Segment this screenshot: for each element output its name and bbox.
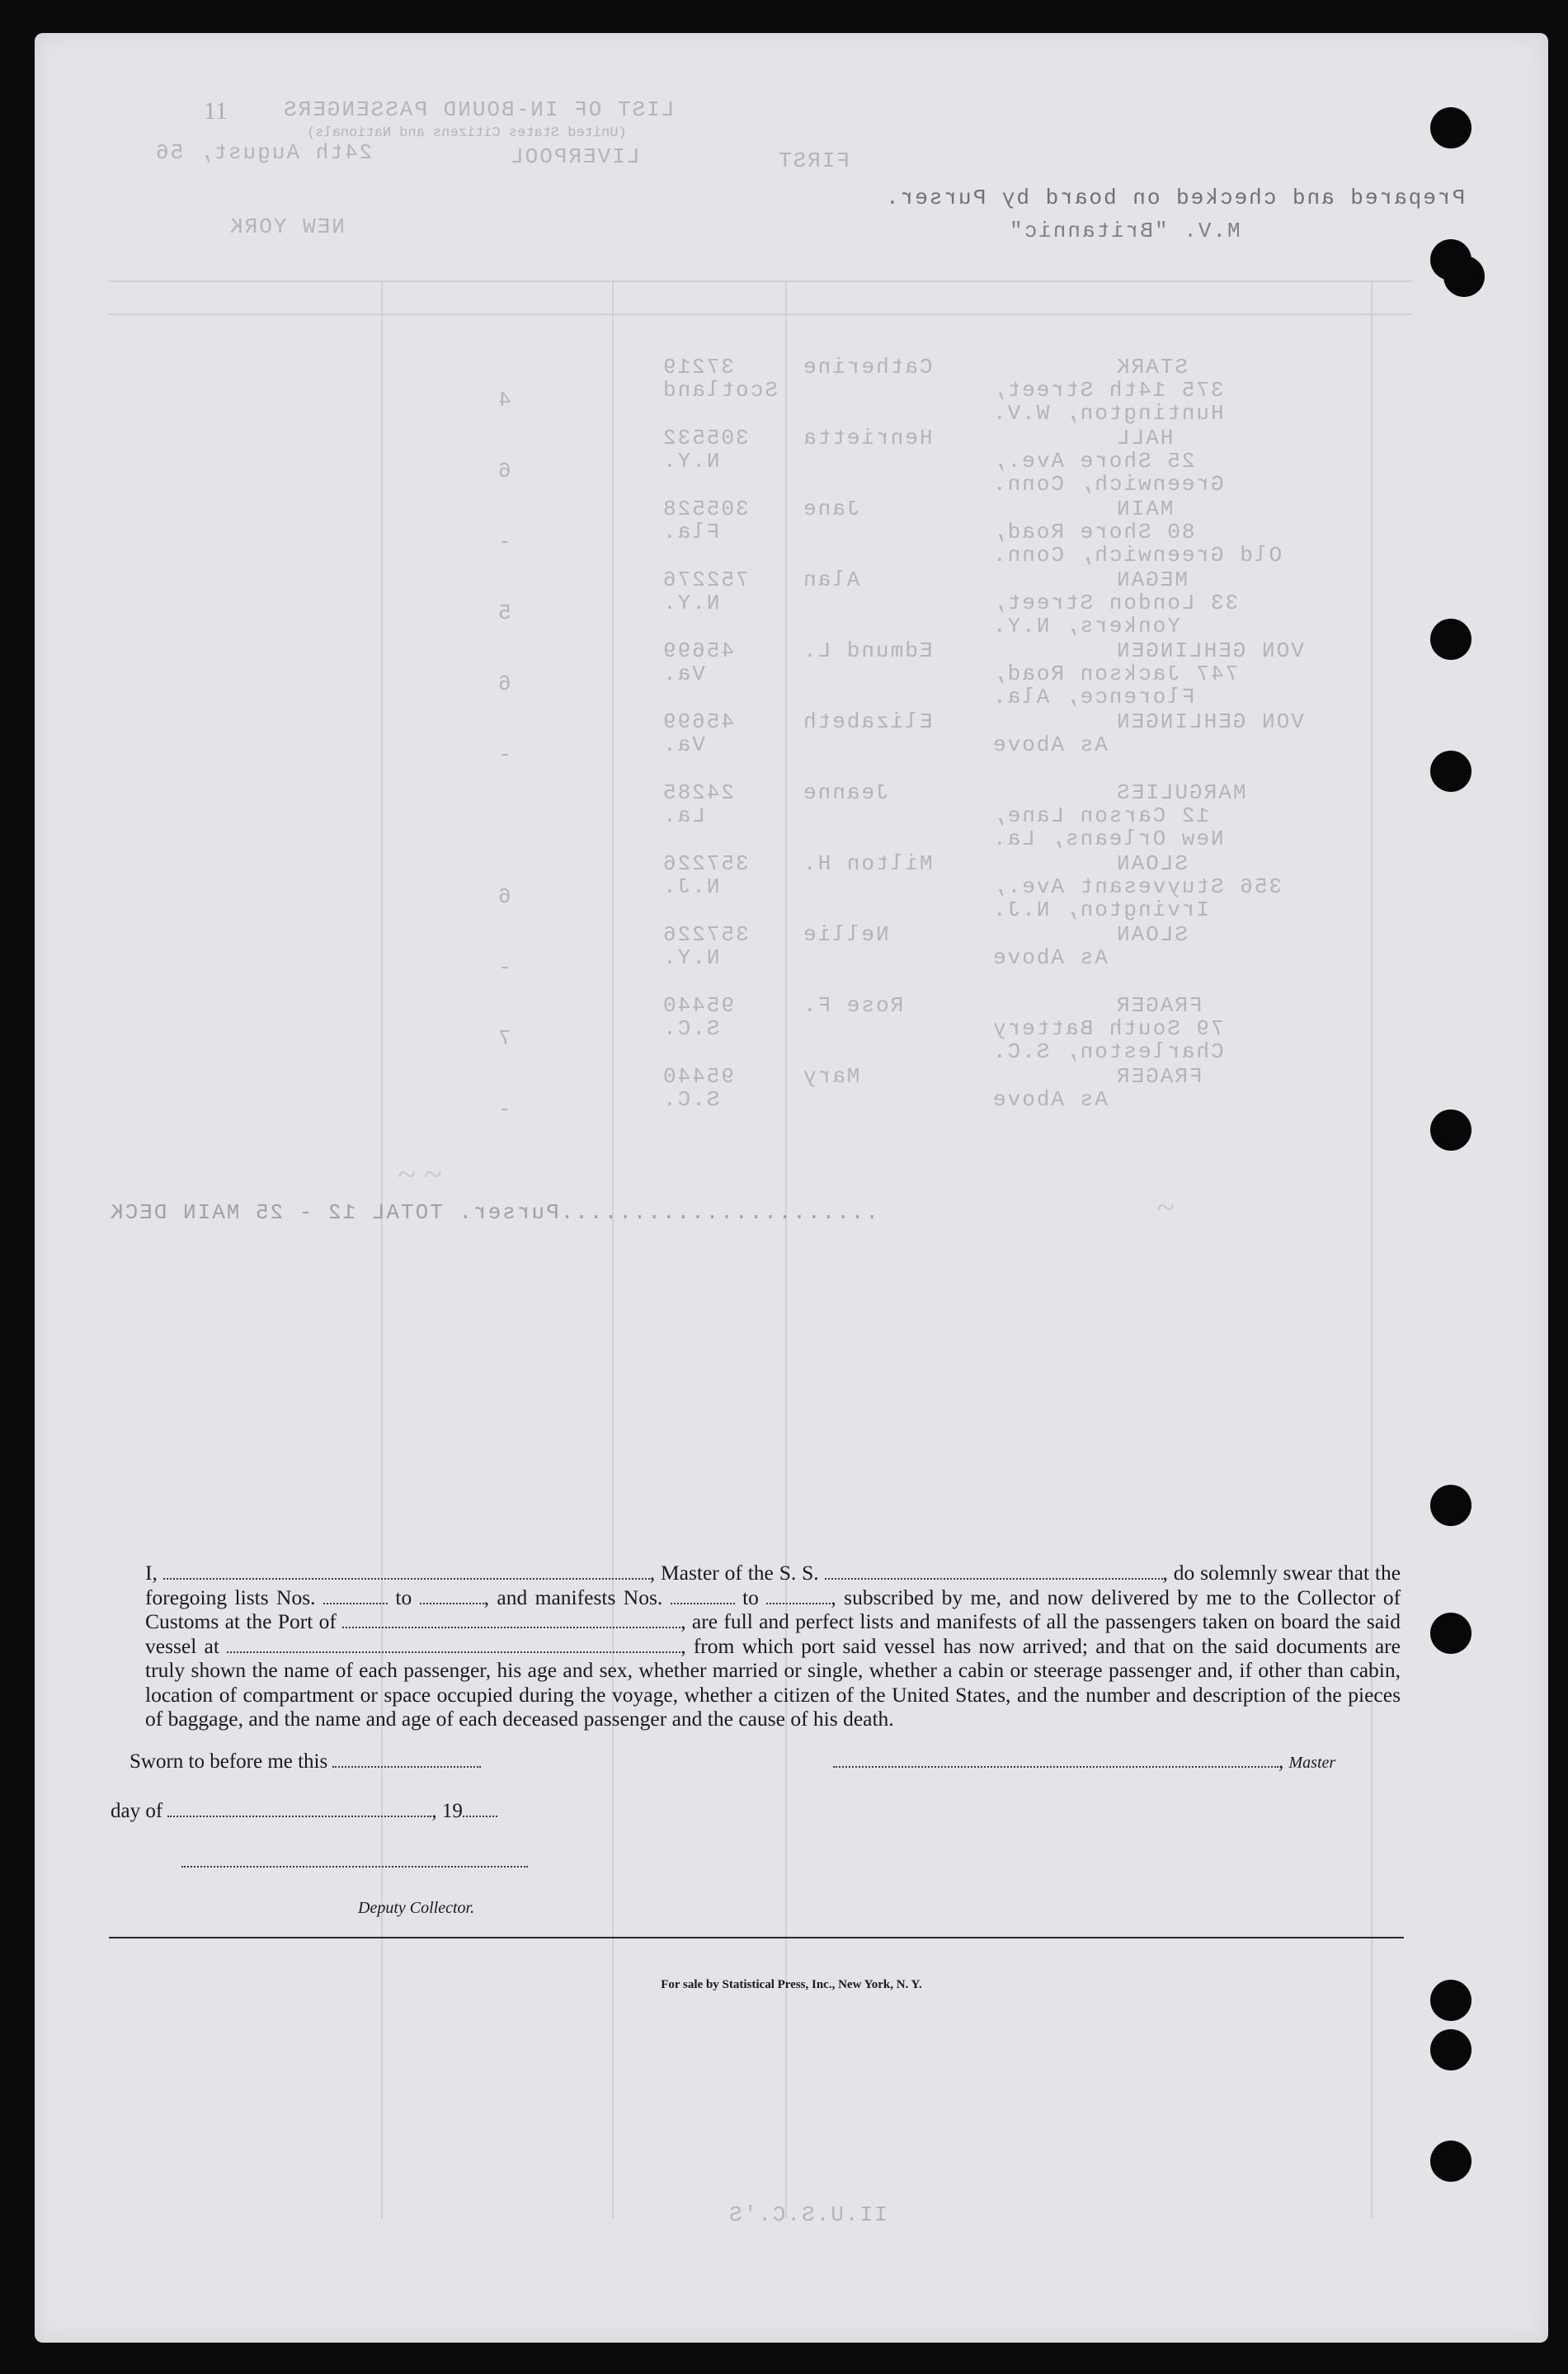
ghost-given: Milton H.: [802, 851, 933, 876]
ghost-departure-port: LIVERPOOL: [509, 144, 640, 169]
ghost-addr2: Greenwich, Conn.: [991, 472, 1224, 497]
master-signature-field[interactable]: [833, 1755, 1278, 1768]
ghost-given: Catherine: [802, 355, 933, 379]
master-label: Master: [1288, 1754, 1336, 1772]
ghost-handwriting: ~ ~: [398, 1156, 442, 1193]
deputy-signature-field[interactable]: [181, 1854, 528, 1868]
ghost-col: 6: [497, 459, 511, 483]
ghost-totals-line: ......................Purser. TOTAL 12 - 25 MAIN DECK: [109, 1200, 878, 1225]
ghost-addr1: 80 Shore Road,: [991, 520, 1195, 544]
footer-rule: [109, 1937, 1404, 1938]
ghost-country: N.Y.: [662, 449, 720, 473]
oath-solemnly: , do solemnly: [1162, 1561, 1278, 1585]
sworn-line: [129, 1750, 481, 1773]
master-name-field[interactable]: [163, 1566, 650, 1580]
ghost-country: N.Y.: [662, 945, 720, 970]
ghost-class: FIRST: [777, 148, 850, 173]
master-signature-line: , Master: [833, 1750, 1335, 1773]
ghost-rule: [109, 280, 1412, 282]
ghost-page-number: 11: [204, 97, 228, 125]
port-field[interactable]: [342, 1615, 680, 1628]
ghost-col: 4: [497, 388, 511, 412]
embark-port-field[interactable]: [227, 1640, 680, 1653]
ghost-given: Nellie: [802, 922, 889, 947]
ghost-col: -: [497, 955, 511, 980]
list-to-field[interactable]: [420, 1591, 484, 1604]
ghost-country: N.J.: [662, 874, 720, 899]
ghost-given: Alan: [802, 568, 860, 592]
ghost-addr2: Old Greenwich, Conn.: [991, 543, 1283, 568]
oath-to-1: to: [395, 1585, 412, 1609]
ghost-number: 752276: [662, 568, 749, 592]
ghost-vessel: M.V. "Britannic": [1008, 219, 1241, 243]
ghost-name: MAIN: [1115, 497, 1174, 521]
ghost-col: 7: [497, 1026, 511, 1051]
ghost-number: 357226: [662, 851, 749, 876]
ghost-country: S.C.: [662, 1016, 720, 1041]
ghost-number: 95440: [662, 1064, 735, 1089]
ghost-addr2: Charleston, S.C.: [991, 1039, 1224, 1064]
ghost-addr2: Florence, Ala.: [991, 685, 1195, 709]
date-line: [111, 1800, 497, 1823]
binder-hole: [1430, 1109, 1471, 1151]
oath-from-which: , from which: [680, 1633, 793, 1658]
ghost-number: 357226: [662, 922, 749, 947]
master-oath: [145, 1561, 1401, 1731]
binder-hole: [1430, 1980, 1471, 2021]
ghost-addr1: 12 Carson Lane,: [991, 803, 1210, 828]
ghost-addr2: New Orleans, La.: [991, 827, 1224, 851]
ghost-country: Scotland: [662, 378, 778, 403]
ghost-given: Rose F.: [802, 993, 904, 1018]
ghost-country: Va.: [662, 662, 705, 686]
ghost-name: FRAGER: [1115, 1064, 1203, 1089]
ghost-number: 45699: [662, 638, 735, 663]
ghost-number: 45699: [662, 709, 735, 734]
ghost-col: -: [497, 1097, 511, 1122]
ghost-rule: [109, 313, 1412, 315]
ghost-list-subtitle: (United States Citizens and Nationals): [307, 125, 627, 141]
binder-hole: [1430, 107, 1471, 148]
ghost-bottom-code: II.U.S.C.'S: [727, 2202, 888, 2227]
ghost-col: 6: [497, 671, 511, 696]
sworn-label: Sworn to before me this: [129, 1750, 328, 1773]
month-field[interactable]: [167, 1804, 431, 1817]
ghost-country: S.C.: [662, 1087, 720, 1112]
oath-manifests: , and manifests Nos.: [483, 1585, 663, 1609]
ghost-handwriting: ~: [1156, 1189, 1175, 1226]
oath-body: port said vessel has now arrived; and that on the said documents are truly shown the name of each passenger, his age and sex, whether married or single, whether a cabin or steerage passenger and, if other than cabin, location of compartment or space occupied during the voyage, whether a citizen of the United States, and the number and description of the pieces of baggage, and the name and age of each deceased passenger and the cause of his death.: [145, 1633, 1401, 1731]
ghost-country: Fla.: [662, 520, 720, 544]
ghost-col: 6: [497, 884, 511, 909]
oath-delivered: delivered by me to the Collector of Customs at the Port of: [145, 1585, 1401, 1633]
binder-hole: [1430, 619, 1471, 660]
oath-subscribed: , subscribed by me, and now: [831, 1585, 1084, 1609]
deputy-label: Deputy Collector.: [358, 1899, 475, 1917]
printer-credit: For sale by Statistical Press, Inc., New York, N. Y.: [661, 1978, 922, 1991]
ghost-name: MARGULIES: [1115, 780, 1246, 805]
ghost-column: [785, 280, 787, 2219]
binder-hole: [1430, 1485, 1471, 1526]
ghost-addr1: 79 South Battery: [991, 1016, 1224, 1041]
year-field[interactable]: [463, 1804, 497, 1817]
ghost-arrival-port: NEW YORK: [228, 214, 345, 239]
ghost-addr1: 375 14th Street,: [991, 378, 1224, 403]
ghost-name: VON GEHLINGEN: [1115, 638, 1304, 663]
oath-manifests-all: manifests of all the passengers taken on board the said vessel at: [145, 1609, 1401, 1658]
ghost-addr1: As Above: [991, 1087, 1108, 1112]
binder-hole: [1443, 256, 1485, 297]
oath-intro: I,: [145, 1561, 158, 1585]
ship-name-field[interactable]: [825, 1566, 1163, 1580]
ghost-number: 305532: [662, 426, 749, 450]
sworn-day-field[interactable]: [332, 1755, 481, 1768]
ghost-departure-date: 24th August, 56: [154, 140, 373, 165]
ghost-country: Va.: [662, 732, 705, 757]
ghost-name: VON GEHLINGEN: [1115, 709, 1304, 734]
deputy-line: [181, 1850, 528, 1873]
ghost-addr1: As Above: [991, 945, 1108, 970]
ghost-number: 24285: [662, 780, 735, 805]
ghost-addr1: 747 Jackson Road,: [991, 662, 1239, 686]
ghost-column: [612, 280, 614, 2219]
ghost-name: SLOAN: [1115, 851, 1189, 876]
ghost-country: N.Y.: [662, 591, 720, 615]
binder-hole: [1430, 751, 1471, 792]
ghost-given: Jeanne: [802, 780, 889, 805]
ghost-name: FRAGER: [1115, 993, 1203, 1018]
oath-master-of: , Master of the S. S.: [649, 1561, 819, 1585]
ghost-name: MEGAN: [1115, 568, 1189, 592]
ghost-given: Jane: [802, 497, 860, 521]
binder-hole: [1430, 2029, 1471, 2070]
manifest-page: [35, 33, 1548, 2343]
ghost-column: [381, 280, 383, 2219]
binder-hole: [1430, 2141, 1471, 2182]
ghost-given: Edmund L.: [802, 638, 933, 663]
oath-are-full: , are full and perfect lists and: [680, 1609, 930, 1633]
ghost-country: La.: [662, 803, 705, 828]
list-from-field[interactable]: [323, 1591, 388, 1604]
day-of-label: day of: [111, 1800, 163, 1822]
ghost-given: Mary: [802, 1064, 860, 1089]
ghost-name: STARK: [1115, 355, 1189, 379]
ghost-col: -: [497, 530, 511, 554]
ghost-addr1: As Above: [991, 732, 1108, 757]
ghost-addr1: 25 Shore Ave.,: [991, 449, 1195, 473]
ghost-prepared-note: Prepared and checked on board by Purser.: [884, 186, 1466, 210]
manifest-to-field[interactable]: [766, 1591, 831, 1604]
ghost-given: Elizabeth: [802, 709, 933, 734]
oath-swear: swear that the foregoing lists Nos.: [145, 1561, 1401, 1609]
ghost-number: 305528: [662, 497, 749, 521]
ghost-given: Henrietta: [802, 426, 933, 450]
binder-hole: [1430, 1613, 1471, 1654]
ghost-number: 95440: [662, 993, 735, 1018]
ghost-column: [1371, 280, 1373, 2219]
ghost-name: HALL: [1115, 426, 1174, 450]
ghost-addr1: 356 Stuyvesant Ave.,: [991, 874, 1283, 899]
year-prefix: , 19: [431, 1800, 463, 1822]
ghost-addr2: Huntington, W.V.: [991, 401, 1224, 426]
oath-to-2: to: [742, 1585, 759, 1609]
ghost-col: -: [497, 742, 511, 767]
manifest-from-field[interactable]: [671, 1591, 735, 1604]
ghost-list-title: LIST OF IN-BOUND PASSENGERS: [282, 97, 675, 122]
ghost-addr1: 33 London Street,: [991, 591, 1239, 615]
ghost-addr2: Yonkers, N.Y.: [991, 614, 1180, 638]
ghost-number: 37219: [662, 355, 735, 379]
ghost-addr2: Irvington, N.J.: [991, 897, 1210, 922]
ghost-col: 5: [497, 601, 511, 625]
ghost-name: SLOAN: [1115, 922, 1189, 947]
